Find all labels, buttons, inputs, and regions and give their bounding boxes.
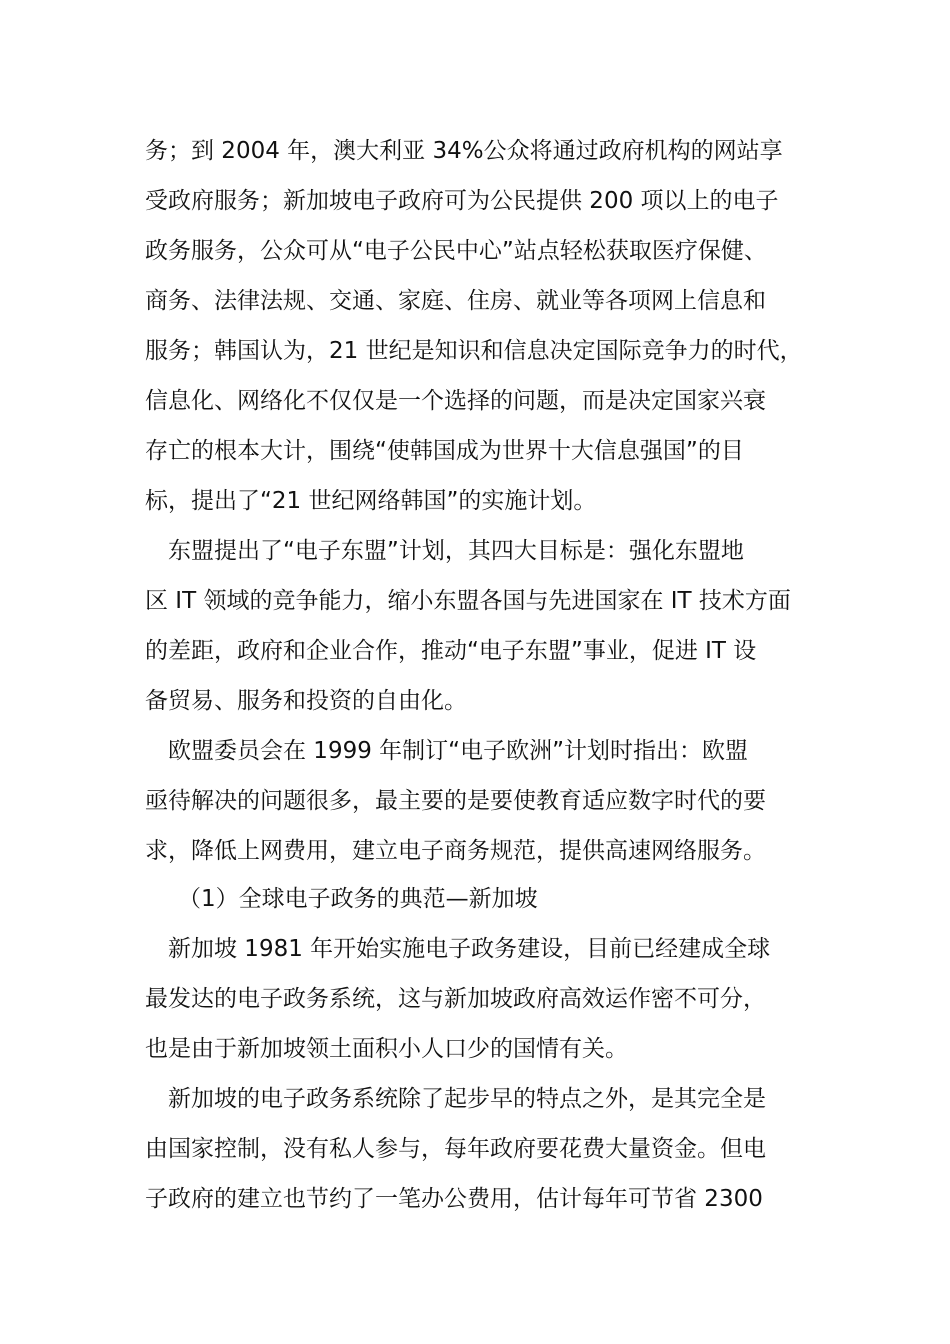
text-line: 由国家控制，没有私人参与，每年政府要花费大量资金。但电 [145, 1136, 766, 1162]
section-heading: （1）全球电子政务的典范—新加坡 [178, 886, 538, 912]
text-line: 存亡的根本大计，围绕“使韩国成为世界十大信息强国”的目 [145, 438, 744, 464]
text-line: 标，提出了“21 世纪网络韩国”的实施计划。 [145, 488, 597, 514]
text-line: 最发达的电子政务系统，这与新加坡政府高效运作密不可分， [145, 986, 766, 1012]
text-line: 区 IT 领域的竞争能力，缩小东盟各国与先进国家在 IT 技术方面 [145, 588, 791, 614]
paragraph-start-line: 新加坡的电子政务系统除了起步早的特点之外，是其完全是 [168, 1086, 766, 1112]
text-line: 备贸易、服务和投资的自由化。 [145, 688, 467, 714]
paragraph-start-line: 新加坡 1981 年开始实施电子政务建设，目前已经建成全球 [168, 936, 771, 962]
text-line: 子政府的建立也节约了一笔办公费用，估计每年可节省 2300 [145, 1186, 763, 1212]
text-line: 受政府服务；新加坡电子政府可为公民提供 200 项以上的电子 [145, 188, 779, 214]
text-line: 求，降低上网费用，建立电子商务规范，提供高速网络服务。 [145, 838, 766, 864]
paragraph-start-line: 欧盟委员会在 1999 年制订“电子欧洲”计划时指出：欧盟 [168, 738, 748, 764]
text-line: 亟待解决的问题很多，最主要的是要使教育适应数字时代的要 [145, 788, 766, 814]
paragraph-start-line: 东盟提出了“电子东盟”计划，其四大目标是：强化东盟地 [168, 538, 744, 564]
text-line: 服务；韩国认为，21 世纪是知识和信息决定国际竞争力的时代， [145, 338, 803, 364]
text-line: 政务服务，公众可从“电子公民中心”站点轻松获取医疗保健、 [145, 238, 767, 264]
text-line: 信息化、网络化不仅仅是一个选择的问题，而是决定国家兴衰 [145, 388, 766, 414]
text-line: 的差距，政府和企业合作，推动“电子东盟”事业，促进 IT 设 [145, 638, 757, 664]
text-line: 务；到 2004 年，澳大利亚 34%公众将通过政府机构的网站享 [145, 138, 783, 164]
text-line: 也是由于新加坡领土面积小人口少的国情有关。 [145, 1036, 628, 1062]
text-line: 商务、法律法规、交通、家庭、住房、就业等各项网上信息和 [145, 288, 766, 314]
